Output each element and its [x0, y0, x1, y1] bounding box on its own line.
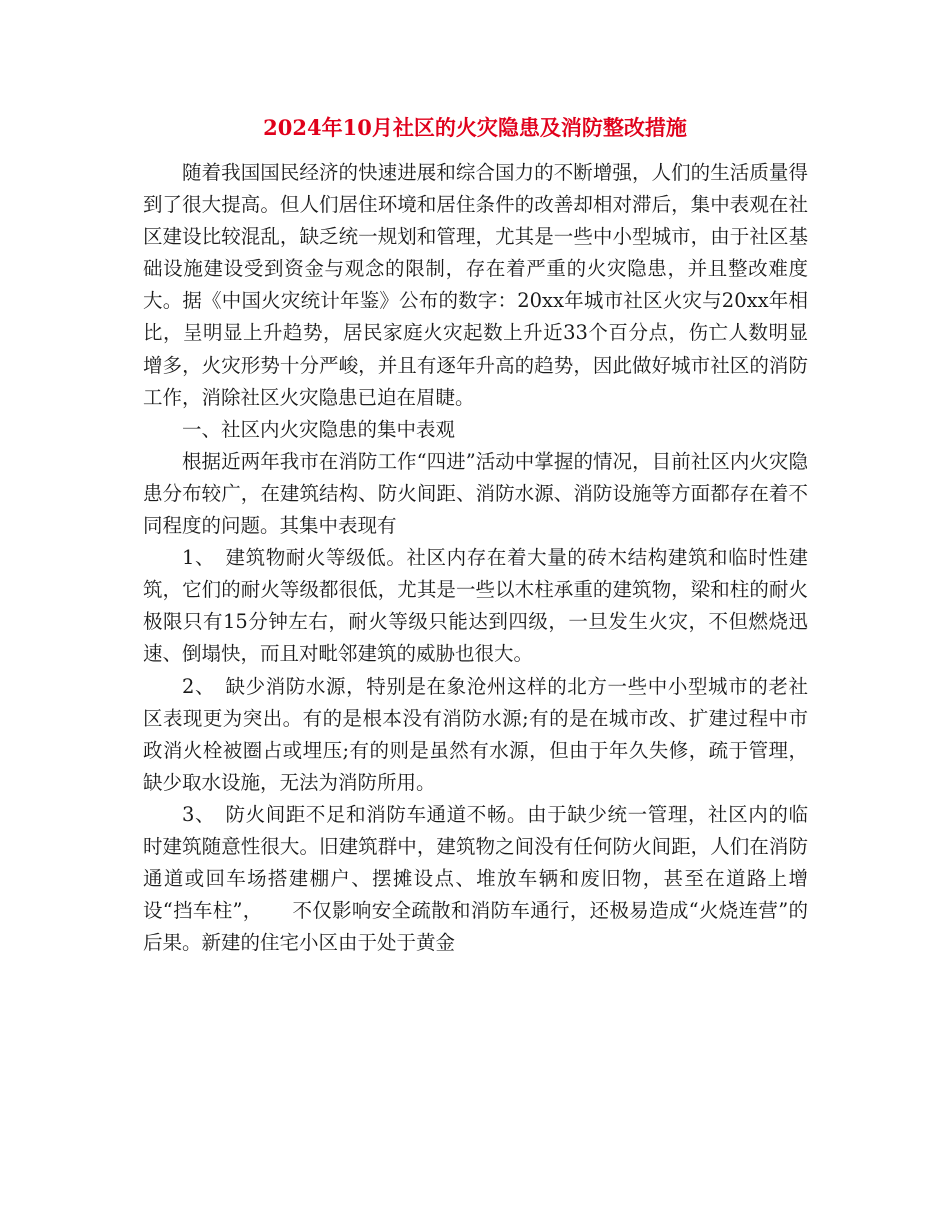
list-item-1: 1、 建筑物耐火等级低。社区内存在着大量的砖木结构建筑和临时性建筑，它们的耐火等级都很低，尤其是一些以木柱承重的建筑物，梁和柱的耐火极限只有15分钟左右，耐火等级只能达到四级，一旦发生火灾，不但燃烧迅速、倒塌快，而且对毗邻建筑的威胁也很大。: [143, 546, 808, 666]
list-item-2: 2、 缺少消防水源，特别是在象沧州这样的北方一些中小型城市的老社区表现更为突出。有的是根本没有消防水源;有的是在城市改、扩建过程中市政消火栓被圈占或埋压;有的则是虽然有水源，但由于年久失修，疏于管理，缺少取水设施，无法为消防所用。: [143, 674, 808, 794]
list-item-3: 3、 防火间距不足和消防车通道不畅。由于缺少统一管理，社区内的临时建筑随意性很大。旧建筑群中，建筑物之间没有任何防火间距，人们在消防通道或回车场搭建棚户、摆摊设点、堆放车辆和废旧物，甚至在道路上增设“挡车柱”， 不仅影响安全疏散和消防车通行，还极易造成“火烧连营”的后果。新建的住宅小区由于处于黄金: [143, 802, 808, 955]
paragraph-intro: 随着我国国民经济的快速进展和综合国力的不断增强，人们的生活质量得到了很大提高。但人们居住环境和居住条件的改善却相对滞后，集中表观在社区建设比较混乱，缺乏统一规划和管理，尤其是一些中小型城市，由于社区基础设施建设受到资金与观念的限制，存在着严重的火灾隐患，并且整改难度大。据《中国火灾统计年鉴》公布的数字：20xx年城市社区火灾与20xx年相比，呈明显上升趋势，居民家庭火灾起数上升近33个百分点，伤亡人数明显增多，火灾形势十分严峻，并且有逐年升高的趋势，因此做好城市社区的消防工作，消除社区火灾隐患已迫在眉睫。: [143, 161, 808, 409]
section-heading-1: 一、社区内火灾隐患的集中表观: [182, 417, 456, 441]
paragraph-section-intro: 根据近两年我市在消防工作“四进”活动中掌握的情况，目前社区内火灾隐患分布较广，在建筑结构、防火间距、消防水源、消防设施等方面都存在着不同程度的问题。其集中表现有: [143, 449, 808, 538]
document-title: 2024年10月社区的火灾隐患及消防整改措施: [263, 115, 687, 140]
document-body: [143, 157, 808, 959]
